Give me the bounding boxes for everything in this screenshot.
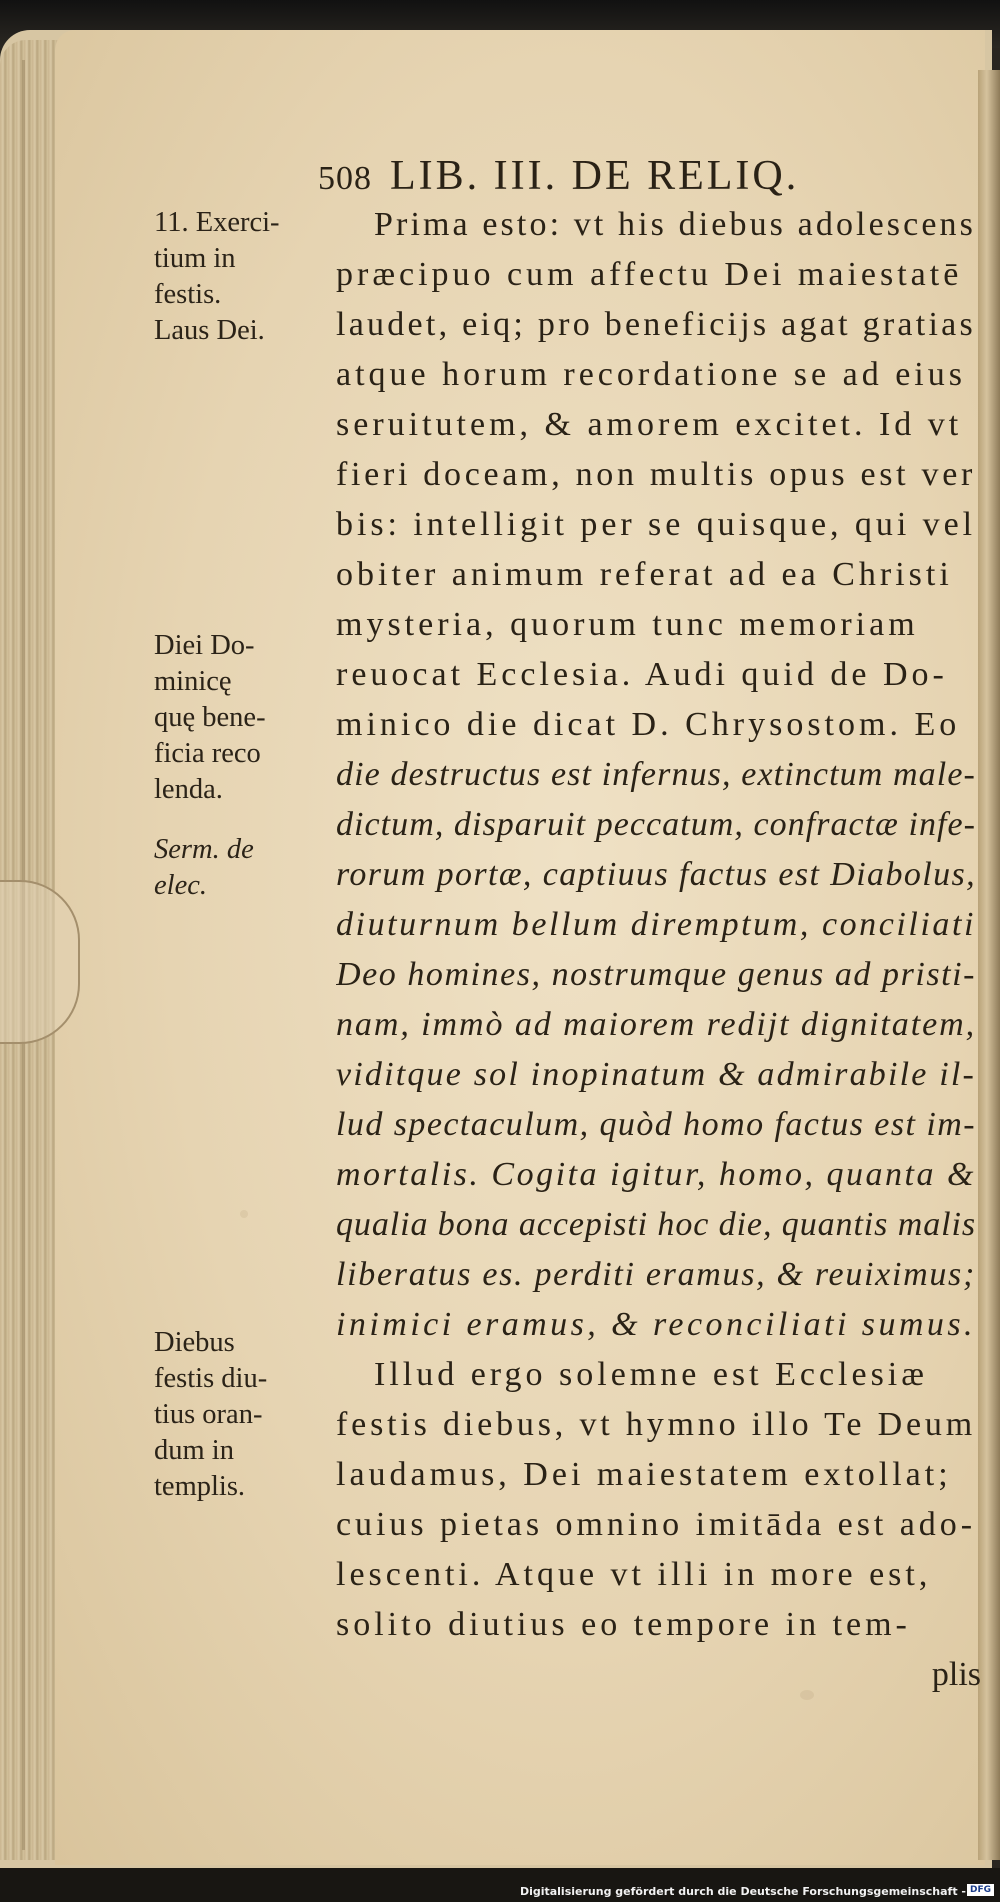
margin-note-line: tius oran- — [154, 1399, 263, 1430]
body-line: atque horum recordatione se ad eius — [336, 356, 966, 393]
right-page-edge — [978, 70, 1000, 1860]
body-line: Prima esto: vt his diebus adolescens — [374, 206, 976, 243]
bookmark-ribbon — [0, 880, 80, 1044]
body-line: solito diutius eo tempore in tem- — [336, 1606, 911, 1643]
body-line: diuturnum bellum diremptum, conciliati — [336, 906, 976, 943]
body-line: Deo homines, nostrumque genus ad pristi- — [336, 956, 976, 993]
margin-note-line: festis. — [154, 279, 222, 310]
margin-note-exercitium — [154, 205, 324, 349]
margin-note-line: templis. — [154, 1471, 246, 1502]
margin-note-line: lenda. — [154, 774, 223, 805]
margin-note-line: Diebus — [154, 1327, 235, 1358]
body-line: mysteria, quorum tunc memoriam — [336, 606, 919, 643]
margin-note-diebus-festis — [154, 1325, 324, 1505]
margin-note-line: tium in — [154, 243, 236, 274]
page-number: 508 — [318, 160, 372, 197]
ink-spot — [240, 1210, 248, 1218]
body-line: præcipuo cum affectu Dei maiestatē — [336, 256, 963, 293]
body-line: die destructus est infernus, extinctum male- — [336, 756, 976, 793]
body-line: seruitutem, & amorem excitet. Id vt — [336, 406, 963, 443]
body-line: Illud ergo solemne est Ecclesiæ — [374, 1356, 928, 1393]
margin-note-line: elec. — [154, 870, 207, 901]
running-title: LIB. III. DE RELIQ. — [390, 153, 800, 199]
dfg-logo: DFG — [967, 1884, 994, 1896]
running-header — [318, 152, 958, 204]
body-line: fieri doceam, non multis opus est ver — [336, 456, 976, 493]
margin-note-sermo — [154, 832, 324, 904]
body-line: cuius pietas omnino imitāda est ado- — [336, 1506, 976, 1543]
body-line: rorum portæ, captiuus factus est Diabolus, — [336, 856, 976, 893]
body-line: viditque sol inopinatum & admirabile il- — [336, 1056, 976, 1093]
margin-note-line: minicę — [154, 666, 232, 697]
body-line: mortalis. Cogita igitur, homo, quanta & — [336, 1156, 976, 1193]
body-line: inimici eramus, & reconciliati sumus. — [336, 1306, 976, 1343]
margin-note-diei-dominice — [154, 628, 324, 808]
body-line: plis — [931, 1656, 981, 1693]
body-line: nam, immò ad maiorem redijt dignitatem, — [336, 1006, 976, 1043]
margin-note-line: Serm. de — [154, 834, 254, 865]
digitization-credit: Digitalisierung gefördert durch die Deutsche Forschungsgemeinschaft - — [519, 1885, 966, 1898]
body-line: festis diebus, vt hymno illo Te Deum — [336, 1406, 976, 1443]
body-line: laudamus, Dei maiestatem extollat; — [336, 1456, 952, 1493]
body-line: dictum, disparuit peccatum, confractæ infe- — [336, 806, 976, 843]
margin-note-line: ficia reco — [154, 738, 261, 769]
margin-note-line: 11. Exerci- — [154, 207, 280, 238]
body-line: lud spectaculum, quòd homo factus est im- — [336, 1106, 976, 1143]
body-line: qualia bona accepisti hoc die, quantis malis — [336, 1206, 976, 1243]
body-line: laudet, eiq; pro beneficijs agat gratias — [336, 306, 976, 343]
body-line: minico die dicat D. Chrysostom. Eo — [336, 706, 961, 743]
body-line: reuocat Ecclesia. Audi quid de Do- — [336, 656, 948, 693]
margin-note-line: Diei Do- — [154, 630, 255, 661]
margin-note-line: festis diu- — [154, 1363, 268, 1394]
body-line: bis: intelligit per se quisque, qui vel — [336, 506, 976, 543]
body-line: liberatus es. perditi eramus, & reuiximus; — [336, 1256, 976, 1293]
body-line: obiter animum referat ad ea Christi — [336, 556, 953, 593]
body-line: lescenti. Atque vt illi in more est, — [336, 1556, 932, 1593]
margin-note-line: quę bene- — [154, 702, 266, 733]
margin-note-line: dum in — [154, 1435, 234, 1466]
margin-note-line: Laus Dei. — [154, 315, 265, 346]
body-text — [336, 200, 981, 1700]
